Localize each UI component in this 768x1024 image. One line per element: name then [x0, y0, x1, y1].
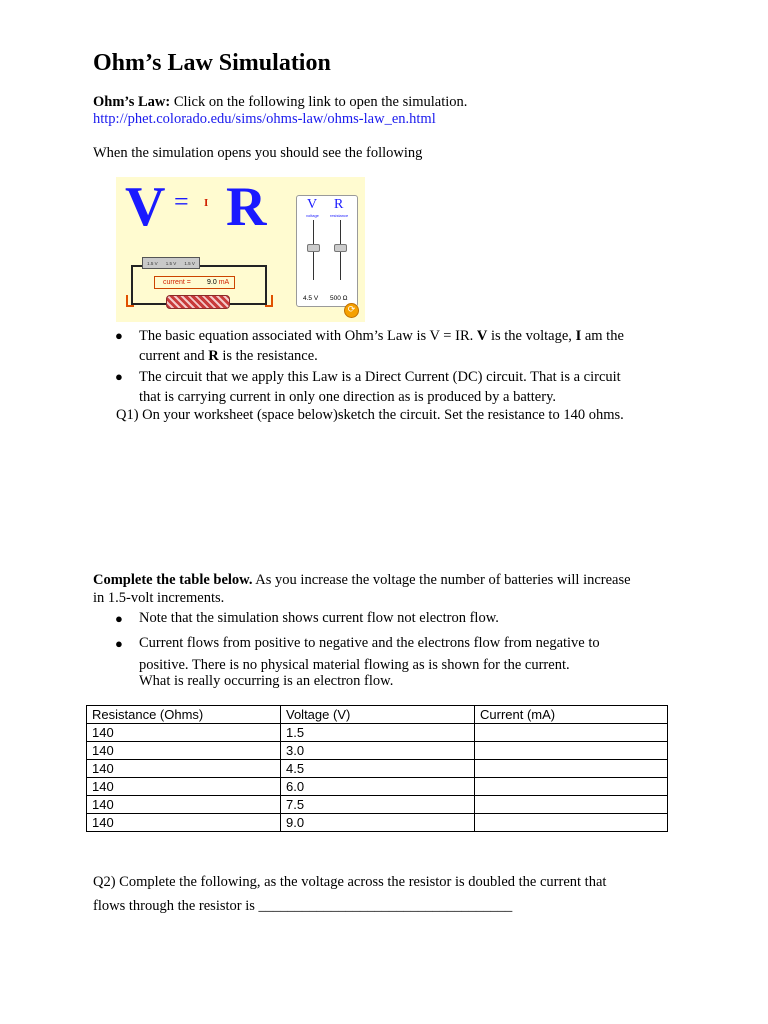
data-table: [86, 705, 668, 832]
reset-icon[interactable]: ⟳: [344, 303, 359, 318]
current-value-wrap: [207, 277, 229, 288]
current-value: 9.0: [207, 279, 217, 286]
battery-label: 1.5 V: [184, 260, 195, 266]
current-cell[interactable]: [475, 796, 668, 814]
resistor: [166, 295, 230, 309]
bullet-text: is the resistance.: [218, 348, 318, 364]
panel-voltage-caption: voltage: [306, 213, 319, 218]
resistance-value: 500 Ω: [330, 295, 348, 302]
current-label: current =: [163, 279, 191, 286]
bullet-text: is the voltage,: [487, 328, 576, 344]
column-header: Resistance (Ohms): [87, 706, 281, 724]
bullet-item: [139, 633, 679, 697]
resistance-cell: 140: [87, 814, 281, 832]
current-cell[interactable]: [475, 778, 668, 796]
current-readout: [154, 276, 235, 289]
bullet-bold: V: [476, 328, 488, 344]
bullet-icon: ●: [115, 328, 123, 343]
table-row: [87, 760, 668, 778]
current-cell[interactable]: [475, 742, 668, 760]
bullet-icon: ●: [115, 611, 123, 626]
voltage-slider-knob[interactable]: [307, 244, 320, 252]
bullet-icon: ●: [115, 369, 123, 384]
bullet-bold: I: [575, 328, 582, 344]
voltage-cell: 7.5: [281, 796, 475, 814]
bullet-text: positive. There is no physical material flowing as is shown for the current.: [139, 657, 570, 673]
table-row: [87, 778, 668, 796]
table-row: [87, 742, 668, 760]
battery-label: 1.5 V: [147, 260, 158, 266]
current-arrow-right-icon: [265, 295, 273, 307]
voltage-value: 4.5 V: [303, 295, 319, 302]
table-row: [87, 796, 668, 814]
slider-panel: [296, 195, 358, 307]
bullet-text: The circuit that we apply this Law is a Direct Current (DC) circuit. That is a circuit: [139, 369, 621, 385]
current-arrow-left-icon: [126, 295, 134, 307]
equation-r: R: [226, 177, 267, 238]
intro-paragraph: [93, 93, 467, 111]
equation-i: I: [204, 197, 209, 209]
voltage-cell: 6.0: [281, 778, 475, 796]
table-row: [87, 814, 668, 832]
question-2-line: flows through the resistor is ___________________________________: [93, 898, 513, 914]
bullet-text: am the: [581, 328, 624, 344]
bullet-text: Current flows from positive to negative and the electrons flow from negative to: [139, 635, 600, 651]
equation-equals: =: [174, 187, 189, 216]
voltage-cell: 4.5: [281, 760, 475, 778]
current-cell[interactable]: [475, 724, 668, 742]
resistance-cell: 140: [87, 760, 281, 778]
resistance-cell: 140: [87, 796, 281, 814]
current-unit: mA: [218, 279, 230, 286]
intro-text: Click on the following link to open the simulation.: [170, 94, 468, 110]
panel-v-label: V: [307, 197, 318, 212]
simulation-screenshot: [116, 177, 365, 322]
battery-label: 1.5 V: [165, 260, 177, 266]
table-row: [87, 724, 668, 742]
bullet-item: [139, 326, 679, 366]
bullet-text: The basic equation associated with Ohm’s Law is V = IR.: [139, 328, 477, 344]
intro-label: Ohm’s Law:: [93, 94, 171, 110]
resistance-slider-knob[interactable]: [334, 244, 347, 252]
bullet-bold: R: [208, 348, 219, 364]
panel-resistance-caption: resistance: [330, 213, 349, 218]
table-intro: [93, 571, 693, 607]
question-2-line: Q2) Complete the following, as the voltage across the resistor is doubled the current that: [93, 874, 607, 890]
voltage-cell: 9.0: [281, 814, 475, 832]
table-intro-text: As you increase the voltage the number of batteries will increase: [252, 572, 631, 588]
bullet-text: current and: [139, 348, 209, 364]
table-intro-text: in 1.5-volt increments.: [93, 590, 225, 606]
bullet-icon: ●: [115, 636, 123, 651]
current-cell[interactable]: [475, 814, 668, 832]
table-intro-bold: Complete the table below.: [93, 572, 253, 588]
resistance-cell: 140: [87, 742, 281, 760]
current-cell[interactable]: [475, 760, 668, 778]
simulation-link[interactable]: http://phet.colorado.edu/sims/ohms-law/ohms-law_en.html: [93, 111, 436, 127]
question-2: [93, 870, 606, 918]
question-1: Q1) On your worksheet (space below)sketch the circuit. Set the resistance to 140 ohms.: [116, 407, 624, 423]
bullet-item: Note that the simulation shows current flow not electron flow.: [139, 610, 499, 626]
page-title: Ohm’s Law Simulation: [93, 50, 331, 76]
battery-pack: [142, 257, 200, 269]
panel-r-label: R: [334, 197, 344, 212]
bullet-text: that is carrying current in only one direction as is produced by a battery.: [139, 389, 557, 405]
column-header: Voltage (V): [281, 706, 475, 724]
sim-intro-text: When the simulation opens you should see the following: [93, 145, 423, 161]
equation-v: V: [125, 177, 166, 238]
voltage-cell: 3.0: [281, 742, 475, 760]
table-header-row: [87, 706, 668, 724]
resistance-cell: 140: [87, 724, 281, 742]
column-header: Current (mA): [475, 706, 668, 724]
bullet-text: What is really occurring is an electron flow.: [139, 673, 394, 689]
bullet-item: [139, 367, 679, 407]
voltage-cell: 1.5: [281, 724, 475, 742]
resistance-cell: 140: [87, 778, 281, 796]
